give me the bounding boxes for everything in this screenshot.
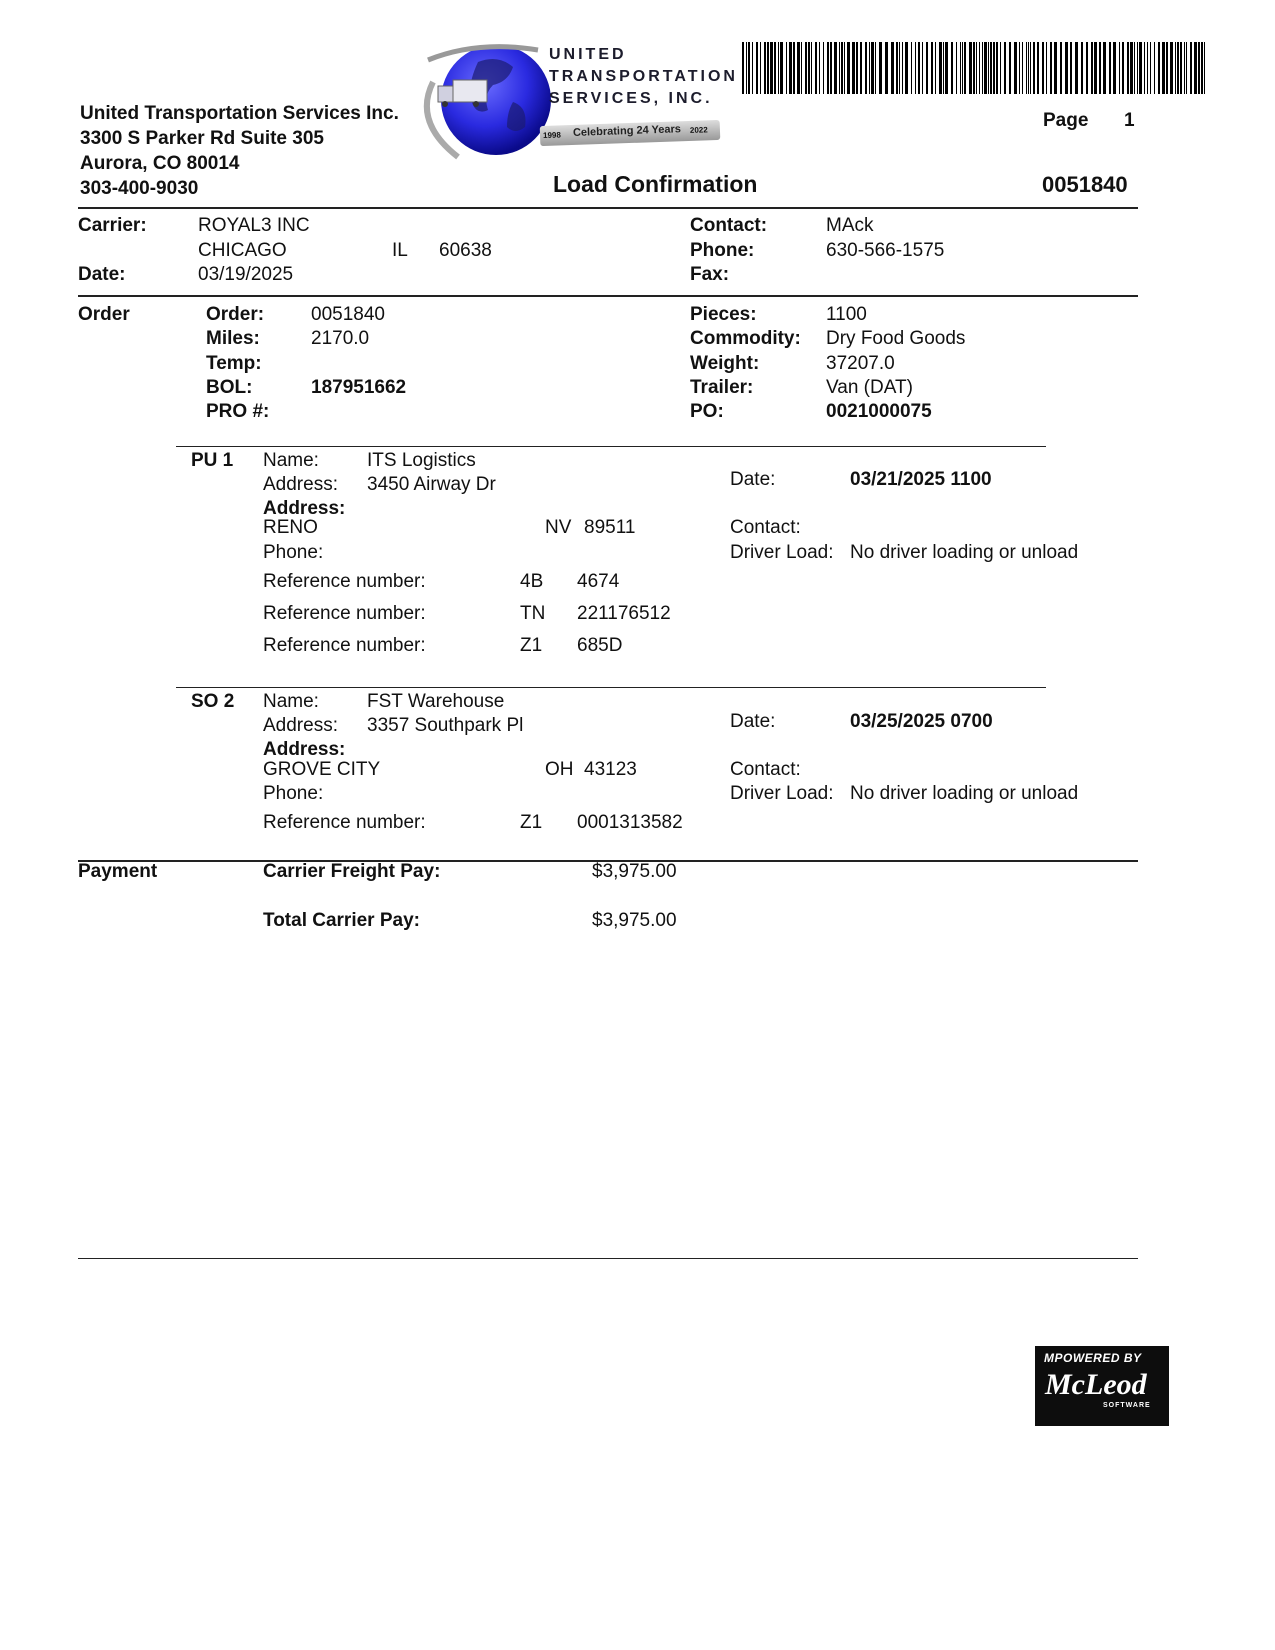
divider: [78, 295, 1138, 297]
stop-city: GROVE CITY: [263, 759, 381, 780]
total-pay-label: Total Carrier Pay:: [263, 910, 420, 931]
stop-driver-load-label: Driver Load:: [730, 783, 834, 804]
stop-address: 3450 Airway Dr: [367, 474, 496, 495]
carrier-label: Carrier:: [78, 215, 147, 236]
stop-code: PU 1: [191, 450, 234, 471]
miles-label: Miles:: [206, 328, 260, 349]
reference-value: 221176512: [577, 603, 671, 624]
miles-value: 2170.0: [311, 328, 370, 349]
stop-driver-load: No driver loading or unload: [850, 542, 1079, 563]
stop-name-label: Name:: [263, 450, 319, 471]
temp-label: Temp:: [206, 353, 262, 374]
stop-address2-label: Address:: [263, 498, 346, 519]
order-label: Order:: [206, 304, 265, 325]
stop-state: OH: [545, 759, 574, 780]
stop-contact-label: Contact:: [730, 517, 801, 538]
stop-address2-label: Address:: [263, 739, 346, 760]
reference-qualifier: TN: [520, 603, 546, 624]
contact-label: Contact:: [690, 215, 768, 236]
freight-pay-label: Carrier Freight Pay:: [263, 861, 441, 882]
reference-value: 0001313582: [577, 812, 683, 833]
stop-driver-load: No driver loading or unload: [850, 783, 1079, 804]
carrier-phone: 630-566-1575: [826, 240, 945, 261]
confirmation-date: 03/19/2025: [198, 264, 294, 285]
reference-qualifier: 4B: [520, 571, 544, 592]
stop-name: ITS Logistics: [367, 450, 476, 471]
po-value: 0021000075: [826, 401, 932, 422]
logo-line-united: UNITED: [549, 46, 627, 63]
reference-label: Reference number:: [263, 603, 426, 624]
reference-qualifier: Z1: [520, 812, 543, 833]
carrier-state: IL: [392, 240, 408, 261]
stop-contact-label: Contact:: [730, 759, 801, 780]
badge-powered-text: MPOWERED BY: [1044, 1351, 1142, 1365]
order-section-label: Order: [78, 304, 130, 325]
carrier-zip: 60638: [439, 240, 492, 261]
bol-value: 187951662: [311, 377, 407, 398]
po-label: PO:: [690, 401, 724, 422]
pro-label: PRO #:: [206, 401, 270, 422]
document-title: Load Confirmation: [553, 171, 758, 197]
phone-label: Phone:: [690, 240, 755, 261]
stop-address-label: Address:: [263, 474, 338, 495]
logo-line-services: SERVICES, INC.: [549, 90, 713, 107]
stop-date: 03/21/2025 1100: [850, 469, 992, 490]
powered-by-badge: [1035, 1346, 1169, 1426]
company-name: United Transportation Services Inc.: [80, 103, 399, 124]
trailer-label: Trailer:: [690, 377, 754, 398]
commodity-label: Commodity:: [690, 328, 801, 349]
stop-address: 3357 Southpark Pl: [367, 715, 524, 736]
divider: [176, 446, 1046, 447]
stop-phone-label: Phone:: [263, 783, 324, 804]
reference-label: Reference number:: [263, 812, 426, 833]
reference-value: 685D: [577, 635, 623, 656]
carrier-name: ROYAL3 INC: [198, 215, 310, 236]
page-number: 1: [1124, 110, 1135, 131]
carrier-contact: MAck: [826, 215, 874, 236]
freight-pay-value: $3,975.00: [592, 861, 677, 882]
payment-section-label: Payment: [78, 861, 158, 882]
stop-code: SO 2: [191, 691, 235, 712]
carrier-city: CHICAGO: [198, 240, 287, 261]
pieces-value: 1100: [826, 304, 867, 325]
divider: [78, 207, 1138, 209]
reference-label: Reference number:: [263, 635, 426, 656]
fax-label: Fax:: [690, 264, 730, 285]
page-label: Page: [1043, 110, 1089, 131]
divider: [176, 687, 1046, 688]
divider: [78, 1258, 1138, 1259]
bol-label: BOL:: [206, 377, 253, 398]
logo-ribbon: 1998 Celebrating 24 Years 2022: [540, 120, 721, 146]
stop-date-label: Date:: [730, 469, 776, 490]
stop-name: FST Warehouse: [367, 691, 505, 712]
order-value: 0051840: [311, 304, 385, 325]
weight-value: 37207.0: [826, 353, 895, 374]
stop-zip: 43123: [584, 759, 637, 780]
mcleod-logo-text: McLeod: [1045, 1368, 1147, 1401]
reference-qualifier: Z1: [520, 635, 543, 656]
commodity-value: Dry Food Goods: [826, 328, 966, 349]
reference-label: Reference number:: [263, 571, 426, 592]
stop-driver-load-label: Driver Load:: [730, 542, 834, 563]
trailer-value: Van (DAT): [826, 377, 913, 398]
stop-date: 03/25/2025 0700: [850, 711, 993, 732]
reference-value: 4674: [577, 571, 620, 592]
company-address-line1: 3300 S Parker Rd Suite 305: [80, 128, 324, 149]
weight-label: Weight:: [690, 353, 760, 374]
stop-city: RENO: [263, 517, 318, 538]
stop-state: NV: [545, 517, 572, 538]
company-phone: 303-400-9030: [80, 178, 199, 199]
stop-date-label: Date:: [730, 711, 776, 732]
pieces-label: Pieces:: [690, 304, 757, 325]
barcode-icon: [742, 42, 1212, 98]
logo-line-transportation: TRANSPORTATION: [549, 68, 738, 85]
stop-zip: 89511: [584, 517, 636, 538]
stop-name-label: Name:: [263, 691, 319, 712]
stop-phone-label: Phone:: [263, 542, 324, 563]
stop-address-label: Address:: [263, 715, 338, 736]
date-label: Date:: [78, 264, 126, 285]
company-address-line2: Aurora, CO 80014: [80, 153, 240, 174]
order-number-header: 0051840: [1042, 172, 1128, 197]
badge-software-text: SOFTWARE: [1103, 1402, 1151, 1409]
total-pay-value: $3,975.00: [592, 910, 677, 931]
